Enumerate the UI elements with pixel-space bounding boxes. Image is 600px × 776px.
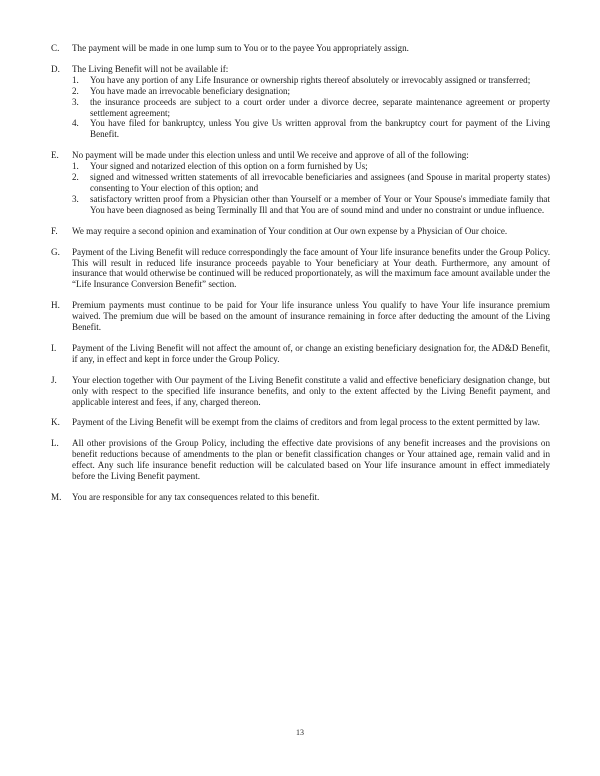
clause-paragraph: We may require a second opinion and examination of Your condition at Our own expense by a Physician of Our choice. bbox=[72, 225, 508, 236]
clause-paragraph: Payment of the Living Benefit will not affect the amount of, or change an existing beneficiary designation for, the AD&D Benefit, if any, in effect and kept in force under the Group Policy. bbox=[72, 342, 550, 364]
sub-item-text: the insurance proceeds are subject to a court order under a divorce decree, separate maintenance agreement or property settlement agreement; bbox=[90, 96, 550, 118]
clause-paragraph: All other provisions of the Group Policy, including the effective date provisions of any benefit increases and the provisions on benefit reductions because of amendments to the plan or benefit classification changes or Your attained age, remain valid and in effect. Any such life insurance benefit reduction will be calculated based on Your life insurance amount in effect immediately before the Living Benefit payment. bbox=[72, 438, 550, 482]
sub-item bbox=[72, 86, 550, 97]
sub-item-text: signed and witnessed written statements of all irrevocable beneficiaries and assignees (and Spouse in marital property states) consenting to Your election of this option; and bbox=[90, 172, 550, 193]
clause-body bbox=[72, 43, 550, 54]
clause-marker: E. bbox=[51, 150, 59, 161]
clause-sublist bbox=[72, 75, 550, 140]
clause-body bbox=[72, 492, 550, 503]
sub-item-text: You have any portion of any Life Insurance or ownership rights thereof absolutely or irrevocably assigned or transferred; bbox=[90, 74, 531, 85]
clause-body bbox=[72, 226, 550, 237]
clause-marker: J. bbox=[51, 374, 57, 385]
clause-sublist bbox=[72, 161, 550, 216]
sub-item bbox=[72, 75, 550, 86]
clause-paragraph: You are responsible for any tax consequences related to this benefit. bbox=[72, 492, 320, 502]
sub-item-text: satisfactory written proof from a Physician other than Yourself or a member of Your or Your Spouse's immediate family that You have been diagnosed as being Terminally Ill and that You are of sound mind and under no constraint or undue influence. bbox=[90, 193, 550, 215]
sub-item-marker: 1. bbox=[72, 74, 79, 85]
clause-paragraph: Your election together with Our payment of the Living Benefit constitute a valid and effective beneficiary designation change, but only with respect to the specified life insurance benefits, and only to the extent affected by the Living Benefit payment, and applicable interest and fees, if any, charged thereon. bbox=[72, 374, 550, 407]
clause-item bbox=[51, 375, 550, 408]
clause-body bbox=[72, 150, 550, 215]
sub-item-marker: 4. bbox=[72, 118, 79, 129]
sub-item-marker: 3. bbox=[72, 193, 79, 204]
clause-paragraph: The payment will be made in one lump sum to You or to the payee You appropriately assign. bbox=[72, 43, 409, 53]
clause-item bbox=[51, 438, 550, 482]
clause-paragraph: Payment of the Living Benefit will reduce correspondingly the face amount of Your life insurance benefits under the Group Policy. This will result in reduced life insurance proceeds payable to Your beneficiary at Your death. Furthermore, any amount of insurance that would otherwise be continued will be reduced proportionately, as will the maximum face amount available under the “Life Insurance Conversion Benefit” section. bbox=[72, 246, 550, 290]
clause-paragraph: Premium payments must continue to be paid for Your life insurance unless You qualify to have Your life insurance premium waived. The premium due will be based on the amount of insurance remaining in force after deducting the amount of the Living Benefit. bbox=[72, 300, 550, 333]
page-number: 13 bbox=[296, 728, 304, 737]
sub-item-marker: 3. bbox=[72, 96, 79, 107]
sub-item bbox=[72, 172, 550, 194]
clause-item bbox=[51, 417, 550, 428]
clause-item bbox=[51, 64, 550, 140]
sub-item bbox=[72, 118, 550, 140]
sub-item bbox=[72, 194, 550, 216]
sub-item-text: You have made an irrevocable beneficiary designation; bbox=[90, 85, 291, 96]
sub-item bbox=[72, 97, 550, 119]
clause-body bbox=[72, 375, 550, 408]
clause-marker: I. bbox=[51, 342, 57, 353]
sub-item bbox=[72, 161, 550, 172]
sub-item-text: You have filed for bankruptcy, unless You give Us written approval from the bankruptcy court for payment of the Living Benefit. bbox=[90, 118, 550, 140]
clause-marker: F. bbox=[51, 225, 58, 236]
clause-marker: H. bbox=[51, 300, 60, 311]
sub-item-marker: 1. bbox=[72, 161, 79, 172]
sub-item-marker: 2. bbox=[72, 172, 79, 183]
page-body bbox=[51, 43, 550, 513]
clause-paragraph: No payment will be made under this election unless and until We receive and approve of all of the following: bbox=[72, 150, 469, 161]
clause-marker: M. bbox=[51, 492, 62, 502]
clause-body bbox=[72, 343, 550, 365]
clause-item bbox=[51, 492, 550, 503]
clause-marker: C. bbox=[51, 43, 60, 53]
clause-item bbox=[51, 247, 550, 291]
clause-item bbox=[51, 43, 550, 54]
clause-marker: D. bbox=[51, 63, 60, 74]
clause-marker: G. bbox=[51, 246, 60, 257]
clause-body bbox=[72, 64, 550, 140]
clause-paragraph: Payment of the Living Benefit will be exempt from the claims of creditors and from legal process to the extent permitted by law. bbox=[72, 417, 540, 428]
clause-marker: K. bbox=[51, 417, 60, 428]
clause-item bbox=[51, 300, 550, 333]
clause-item bbox=[51, 150, 550, 215]
sub-item-text: Your signed and notarized election of this option on a form furnished by Us; bbox=[90, 161, 368, 172]
sub-item-marker: 2. bbox=[72, 85, 79, 96]
clause-body bbox=[72, 300, 550, 333]
clause-body bbox=[72, 417, 550, 428]
clause-paragraph: The Living Benefit will not be available if: bbox=[72, 63, 229, 74]
clause-item bbox=[51, 343, 550, 365]
clause-marker: L. bbox=[51, 438, 59, 449]
clause-body bbox=[72, 247, 550, 291]
clause-body bbox=[72, 438, 550, 482]
clause-item bbox=[51, 226, 550, 237]
